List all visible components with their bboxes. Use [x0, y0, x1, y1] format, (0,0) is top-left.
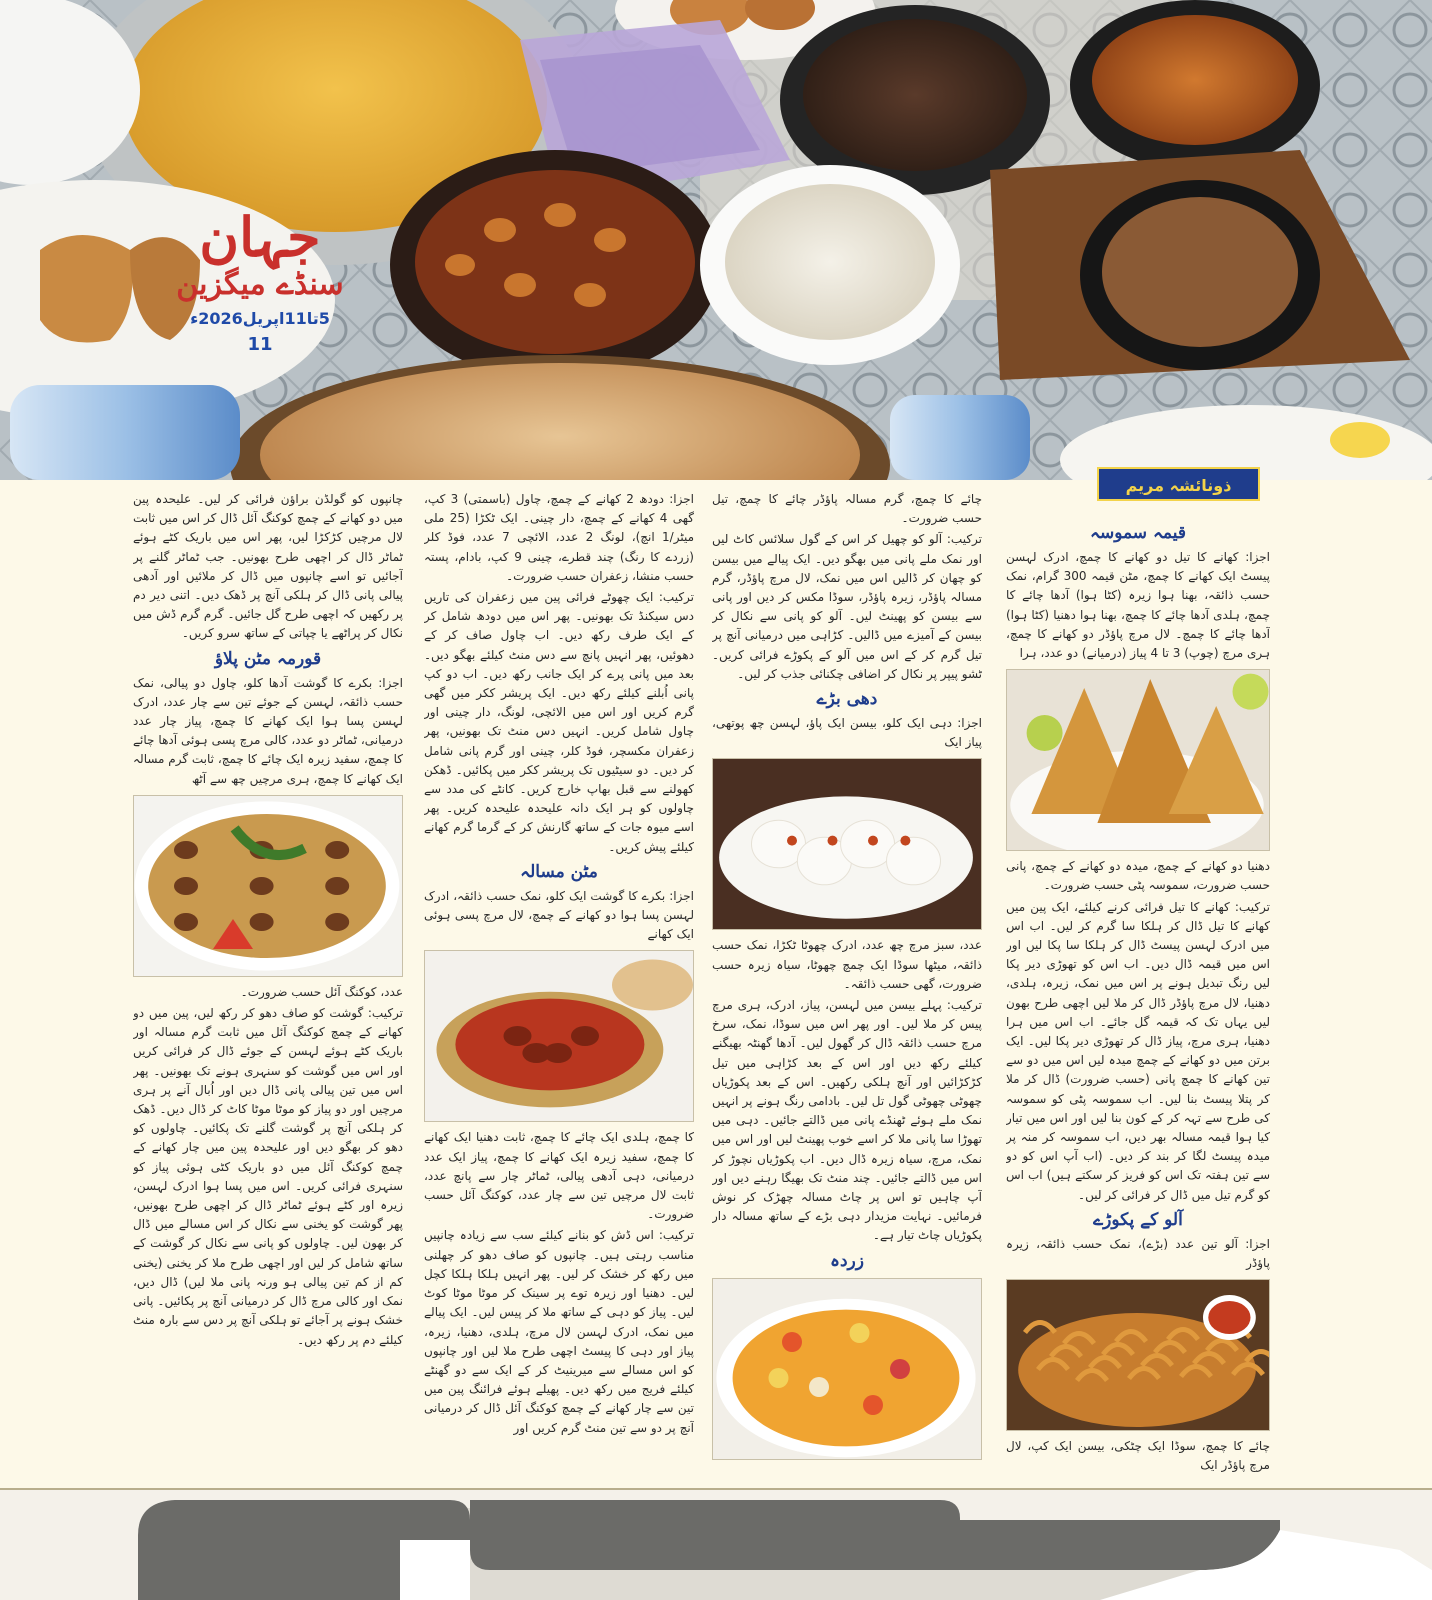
recipe-heading: مٹن مسالہ: [520, 861, 598, 882]
recipe-text: ترکیب: کھانے کا تیل فرائی کرنے کیلئے، ایک پین میں کھانے کا تیل ڈال کر ہلکا سا گرم کر لیں۔ اب اس میں ادرک لہسن پیسٹ ڈال کر ہلکا سا پکا لیں اور اس میں قیمہ ڈال دیں۔ اب اس کو تھوڑی دیر پکا لیں رنگ تبدیل ہونے پر اس میں نمک، زیرہ، ہلدی، دھنیا، لال مرچ پاؤڈر ڈال کر ملا لیں اچھی طرح بھون لیں یہاں تک کہ قیمہ گل جائے۔ اب اس میں ہرا دھنیا، ہری مرچ، پیاز ڈال کر تھوڑی دیر پکا لیں۔ ایک برتن میں دو کھانے کے چمچ میدہ لیں اس میں دو سے تین کھانے کا چمچ پانی (حسب ضرورت) ڈال کر ملا کر پتلا پیسٹ بنا لیں۔ اب سموسہ پٹی کو سموسہ کی طرح سے تہہ کر کے کون بنا لیں اور اس میں تیار کیا ہوا قیمہ مسالہ بھر دیں، اب سموسہ کر منہ پر میدہ پیسٹ لگا کر بند کر دیں۔ (اب آپ اس کو دو سے تین ہفتہ تک اس کو فریز کر سکتے ہیں) اب اس کو گرم تیل میں ڈال کر فرائی کر لیں۔: [1006, 899, 1270, 1202]
recipe-heading: آلو کے پکوڑے: [1093, 1209, 1183, 1230]
recipe-text: ترکیب: اس ڈش کو بنانے کیلئے سب سے زیادہ چانپیں مناسب رہتی ہیں۔ چانپوں کو صاف دھو کر چھلنی میں رکھ کر خشک کر لیں۔ پھر انہیں ہلکا ہلکا کچل لیں۔ دھنیا اور زیرہ توے پر سینک کر موٹا موٹا کوٹ لیں۔ پیاز کو دہی کے ساتھ ملا کر پیس لیں۔ ایک پیالے میں نمک، ادرک لہسن لال مرچ، ہلدی، دھنیا، زیرہ، پیاز اور دہی کا پیسٹ اچھی طرح ملا لیں اور چانپوں کو اس مسالے سے میرینیٹ کر کے ایک سے دو گھنٹے کیلئے فریج میں رکھ دیں۔ پھیلے ہوئے فرائنگ پین میں تین سے چار کھانے کے چمچ کوکنگ آئل ڈال کر درمیانی آنچ پر دو سے تین منٹ گرم کریں اور: [424, 1228, 694, 1435]
hero-food-photo: [0, 0, 1432, 480]
recipe-text: ترکیب: آلو کو چھیل کر اس کے گول سلائس کاٹ لیں اور نمک ملے پانی میں بھگو دیں۔ ایک پیالے میں بیسن کو چھان کر ڈالیں اس میں نمک، لال مرچ پاؤڈر، گرم مسالہ پاؤڈر، زیرہ پاؤڈر، سوڈا مکس کر دیں اور پانی سے بیسن کو پھینٹ لیں۔ آلو کو پانی سے نکال کر بیسن کے آمیزے میں ڈالیں۔ کڑاہی میں درمیانی آنچ پر تیل گرم کر کے اس میں آلو کے پکوڑے فرائی کریں۔ ٹشو پیپر پر نکال کر اضافی چکنائی جذب کر لیں۔: [712, 532, 982, 681]
mutton-masala-photo-illustration: [424, 951, 693, 1121]
recipe-text: ترکیب: پہلے بیسن میں لہسن، پیاز، ادرک، ہری مرچ پیس کر ملا لیں۔ اور پھر اس میں سوڈا، نمک، سرخ مرچ حسب ذائقہ ڈال کر گھول لیں۔ آدھا گھنٹہ بھیگنے کیلئے رکھ دیں اور اس کے بعد کڑاہی میں تیل کڑکڑائیں اور آنچ ہلکی رکھیں۔ اس کے بعد پکوڑیاں چھوٹی چھوٹی گول تل لیں۔ بادامی رنگ ہونے پر انہیں نمک ملے ہوئے ٹھنڈے پانی میں ڈالتے جائیں۔ دہی میں تھوڑا سا پانی ملا کر اسے خوب پھینٹ لیں اور اس میں نمک، مرچ، سیاہ زیرہ ڈال دیں۔ اب پکوڑیاں نچوڑ کر اس میں ڈالتے جائیں۔ چند منٹ تک بھیگا رہنے دیں اور آپ چاہیں تو اس پر چاٹ مسالہ چھڑک کر نوش فرمائیں۔ نہایت مزیدار دہی بڑے کے ساتھ مسالہ دار پکوڑیاں چاٹ تیار ہے۔: [712, 998, 982, 1243]
recipe-text: چائے کا چمچ، گرم مسالہ پاؤڈر چائے کا چمچ، تیل حسب ضرورت۔: [712, 492, 982, 526]
recipe-heading: قیمہ سموسہ: [1089, 523, 1187, 543]
recipe-heading: زردہ: [830, 1250, 864, 1271]
samosa-photo: [1006, 669, 1270, 851]
masthead-subtitle: سنڈے میگزین: [176, 267, 344, 302]
recipe-text: چانپوں کو گولڈن براؤن فرائی کر لیں۔ علیحدہ پین میں دو کھانے کے چمچ کوکنگ آئل ڈال کر اس میں ثابت لال مرچیں کڑکڑا لیں، پھر اس میں باریک کٹے ہوئے ٹماٹر ڈال کر اچھی طرح بھونیں۔ جب ٹماٹر گلنے پر آجائیں تو اسے چانپوں میں ڈال کر ملائیں اور آدھی پیالی پانی ڈال کر ہلکی آنچ پر ڈھک دیں۔ اتنی دیر دم پر رکھیں کہ اچھی طرح گل جائیں۔ گرم گرم ڈش میں نکال کر پراٹھے یا چپاتی کے ساتھ سرو کریں۔: [133, 492, 403, 641]
article-column-4: [133, 490, 403, 1484]
mutton-pulao-photo: [133, 795, 403, 977]
recipe-text: کا چمچ، ہلدی ایک چائے کا چمچ، ثابت دھنیا ایک کھانے کا چمچ، سفید زیرہ ایک کھانے کا چمچ، پیاز ایک عدد درمیانی، دہی آدھی پیالی، ٹماٹر چار سے پانچ عدد، ثابت لال مرچیں تین سے چار عدد، کوکنگ آئل حسب ضرورت۔: [424, 1130, 694, 1222]
recipe-text: اجزا: بکرے کا گوشت آدھا کلو، چاول دو پیالی، نمک حسب ذائقہ، لہسن کے جوئے تین سے چار عدد، ادرک لہسن پسا ہوا ایک کھانے کا چمچ، پیاز چار عدد درمیانی، ٹماٹر دو عدد، کالی مرچ پسی ہوئی آدھا چائے کا چمچ، سفید زیرہ ایک چائے کا چمچ، ثابت گرم مسالہ ایک کھانے کا چمچ، ہری مرچیں چھ سے آٹھ: [133, 675, 403, 786]
mutton-masala-photo: [424, 950, 694, 1122]
masthead: [175, 205, 345, 355]
recipe-heading: قورمہ مٹن پلاؤ: [214, 648, 322, 669]
article-column-3: [424, 490, 694, 1484]
recipe-text: اجزا: کھانے کا تیل دو کھانے کا چمچ، ادرک لہسن پیسٹ ایک کھانے کا چمچ، مٹن قیمہ 300 گرام، نمک حسب ذائقہ، بھنا ہوا زیرہ (کٹا ہوا) آدھا چائے کا چمچ، ہلدی آدھا چائے کا چمچ، بھنا ہوا دھنیا (کٹا ہوا) آدھا چائے کا چمچ۔ لال مرچ پاؤڈر دو کھانے کا چمچ، ہری مرچ (چوپ) 3 تا 4 پیاز (درمیانے) دو عدد، ہرا: [1006, 550, 1270, 661]
recipe-text: اجزا: بکرے کا گوشت ایک کلو، نمک حسب ذائقہ، ادرک لہسن پسا ہوا دو کھانے کے چمچ، لال مرچ پسی ہوئی ایک کھانے: [424, 888, 694, 942]
article-column-2: [712, 490, 982, 1484]
recipe-text: عدد، سبز مرچ چھ عدد، ادرک چھوٹا ٹکڑا، نمک حسب ذائقہ، میٹھا سوڈا ایک چمچ چھوٹا، سیاہ زیرہ حسب ضرورت، گھی حسب ذائقہ۔: [712, 938, 982, 991]
zarda-photo: [712, 1278, 982, 1460]
recipe-text: عدد، کوکنگ آئل حسب ضرورت۔: [240, 984, 403, 999]
mutton-pulao-photo-illustration: [133, 796, 402, 976]
samosa-photo-illustration: [1006, 670, 1269, 850]
recipe-text: ترکیب: گوشت کو صاف دھو کر رکھ لیں، پین میں دو کھانے کے چمچ کوکنگ آئل میں ثابت گرم مسالہ اور باریک کٹے ہوئے لہسن کے جوئے ڈال کر فرائی کریں اور اس میں گوشت کو سنہری ہونے تک بھونیں۔ پھر اس میں تین پیالی پانی ڈال دیں اور اُبال آنے پر ہری مرچیں اور دو پیاز کو موٹا موٹا کاٹ کر ڈال دیں۔ ڈھک کر ہلکی آنچ پر گوشت گلنے تک پکائیں۔ چاولوں کو دھو کر بھگو دیں اور علیحدہ پین میں چار کھانے کے چمچ کوکنگ آئل میں دو باریک کٹی ہوئی پیاز کو سنہری فرائی کریں۔ اس میں پسا ہوا ادرک لہسن، زیرہ اور کٹے ہوئے ٹماٹر ڈال کر اچھی طرح بھونیں، پھر گوشت کو یخنی سے نکال کر اس مسالے میں ڈال کر بھون لیں۔ چاولوں کو پانی سے نکال کر گوشت کے ساتھ شامل کر لیں اور اچھی طرح ملا کر یخنی (یخنی کم از کم تین پیالی ہو ورنہ پانی ملا لیں) ڈال دیں، نمک اور کالی مرچ ڈال کر درمیانی آنچ پر پکائیں۔ پانی خشک ہونے پر آجائے تو ہلکی آنچ پر دس سے بارہ منٹ کیلئے دم پر رکھ دیں۔: [133, 1006, 403, 1347]
dahi-baray-photo: [712, 758, 982, 930]
dahi-baray-photo-illustration: [712, 759, 981, 929]
recipe-text: اجزا: آلو تین عدد (بڑے)، نمک حسب ذائقہ، زیرہ پاؤڈر: [1006, 1236, 1270, 1271]
footer-advert-area: [0, 1490, 1432, 1600]
pakora-photo: [1006, 1279, 1270, 1431]
recipe-heading: دھی بڑے: [816, 689, 878, 710]
zarda-photo-illustration: [712, 1279, 981, 1459]
article-column-1: [1006, 490, 1270, 1480]
footer-shapes: [0, 1490, 1432, 1600]
page-number: 11: [247, 334, 273, 355]
recipe-text: دھنیا دو کھانے کے چمچ، میدہ دو کھانے کے چمچ، پانی حسب ضرورت، سموسہ پٹی حسب ضرورت۔: [1006, 859, 1270, 893]
recipe-text: ترکیب: ایک چھوٹے فرائی پین میں زعفران کی تاریں دس سیکنڈ تک بھونیں۔ پھر اس میں دودھ شامل کر کے ایک طرف رکھ دیں۔ اب چاول صاف کر کے دھوئیں، پھر انہیں پانچ سے دس منٹ کیلئے بھگو دیں۔ بعد میں پانی پرے کر ایک جانب رکھ دیں۔ اب دو کپ پانی اُبلنے کیلئے رکھ دیں۔ ایک پریشر ککر میں گھی گرم کریں اور اس میں الائچی، لونگ، دار چینی اور چاول شامل کریں۔ انہیں دس منٹ تک بھونیں، پھر زعفران مکسچر، فوڈ کلر، چینی اور گرم پانی شامل کر دیں۔ دو سیٹیوں تک پریشر ککر میں پکائیں۔ ڈھکن کھولنے سے قبل بھاپ خارج کریں۔ کانٹے کی مدد سے چاولوں کو ہر ایک دانہ علیحدہ علیحدہ کریں۔ پھر اسے میوہ جات کے ساتھ گارنش کر کے گرما گرم کھانے کیلئے پیش کریں۔: [424, 590, 694, 854]
author-byline: ذونائشہ مریم: [1097, 467, 1260, 501]
recipe-text: اجزا: دودھ 2 کھانے کے چمچ، چاول (باسمتی) 3 کپ، گھی 4 کھانے کے چمچ، دار چینی۔ ایک ٹکڑا (25 ملی میٹر/1 انچ)، لونگ 2 عدد، الائچی 7 عدد، فوڈ کلر (زردے کا رنگ) چند قطرے، چینی 9 کپ، بادام، پستہ حسب منشا، زعفران حسب ضرورت۔: [424, 492, 694, 583]
issue-date: 5تا11اپریل2026ء: [190, 309, 330, 328]
recipe-text: اجزا: دہی ایک کلو، بیسن ایک پاؤ، لہسن چھ پوتھی، پیاز ایک: [712, 716, 982, 750]
recipe-text: چائے کا چمچ، سوڈا ایک چٹکی، بیسن ایک کپ، لال مرچ پاؤڈر ایک: [1006, 1439, 1270, 1473]
pakora-photo-illustration: [1006, 1280, 1269, 1430]
masthead-title: جہان: [199, 205, 321, 269]
